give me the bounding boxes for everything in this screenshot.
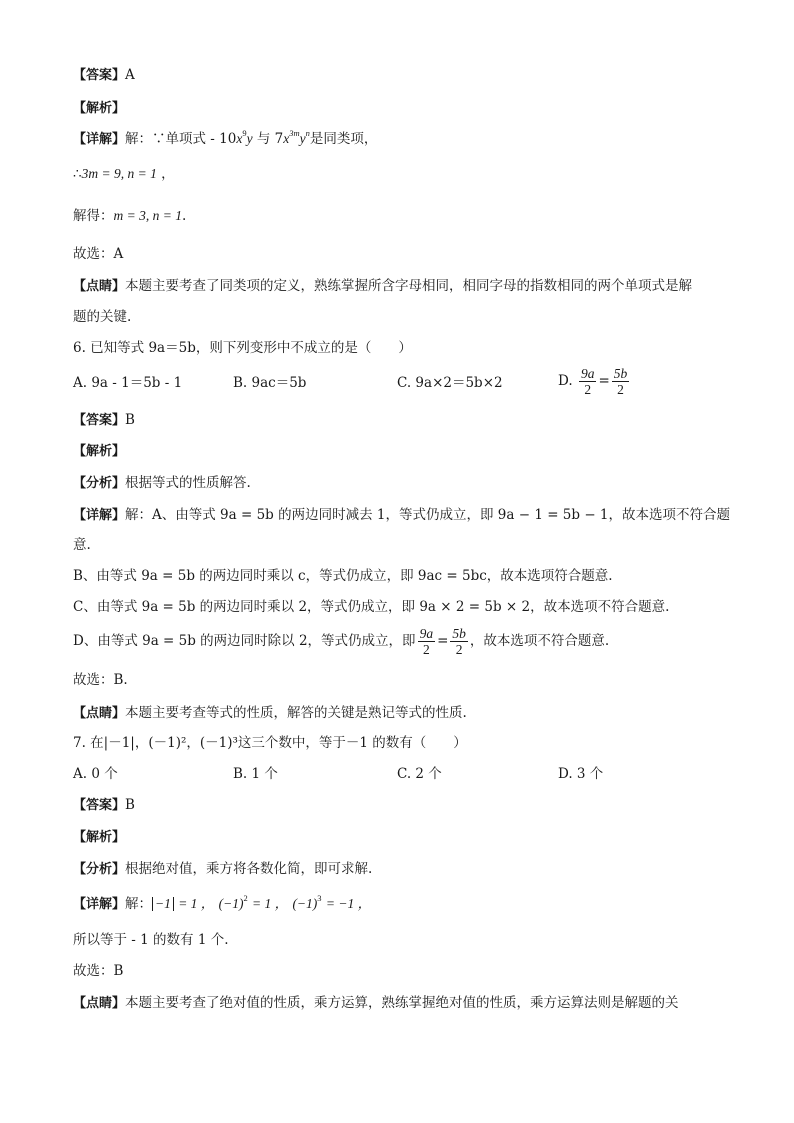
answer-tag: 【答案】: [73, 413, 126, 428]
q6-analyze: [73, 474, 251, 493]
q6-option-d: D. $\frac{9a}{2}$ = $\frac{5b}{2}$: [558, 366, 628, 397]
expr-3-result: = −1 ，: [325, 896, 372, 911]
q5-comment-2: 题的关键.: [73, 309, 132, 325]
q7-analysis-tag: [73, 828, 125, 847]
q5-analysis-tag: [73, 99, 125, 118]
analyze-text: 根据等式的性质解答.: [125, 475, 251, 491]
q6-comment: [73, 704, 467, 723]
answer-tag: 【答案】: [73, 68, 126, 83]
q5-choose: 故选：A: [73, 246, 124, 262]
option-d-label: D.: [558, 373, 573, 389]
expr-2: (−1): [218, 896, 244, 911]
monomial-2: $x^{3m}y^n$: [283, 127, 310, 146]
answer-value: B: [125, 412, 135, 428]
absolute-value-expr: −1: [152, 897, 174, 911]
q6-analysis-tag: [73, 442, 125, 461]
detail-text-1b: 与 7: [256, 131, 284, 147]
solve-label: 解得：: [73, 208, 114, 224]
comment-text: 本题主要考查等式的性质，解答的关键是熟记等式的性质.: [125, 705, 467, 721]
q5-solve: 解得：m = 3, n = 1.: [73, 208, 187, 224]
q6-stem: 6. 已知等式 9a＝5b，则下列变形中不成立的是（ ）: [73, 340, 412, 356]
fraction-9a-over-2: $\frac{9a}{2}$: [580, 366, 595, 397]
comment-tag: 【点睛】: [73, 996, 126, 1011]
fraction-9a-over-2-inline: $\frac{9a}{2}$: [419, 626, 434, 657]
q6-detail-a-1: [73, 506, 730, 525]
q7-analyze: [73, 860, 372, 879]
conditions-formula: 3m = 9, n = 1: [81, 166, 157, 181]
q7-stem: 7. 在|－1|，(－1)²，(－1)³这三个数中，等于－1 的数有（ ）: [73, 735, 467, 751]
q6-option-b: B. 9ac＝5b: [233, 375, 307, 391]
fraction-5b-over-2-inline: $\frac{5b}{2}$: [452, 626, 466, 657]
fraction-5b-over-2: $\frac{5b}{2}$: [613, 366, 628, 397]
q6-detail-a-2: 意.: [73, 537, 91, 553]
detail-d-post: ，故本选项不符合题意.: [469, 633, 610, 649]
detail-tag: 【详解】: [73, 508, 126, 523]
therefore-sign: ∴: [73, 166, 82, 182]
detail-tag: 【详解】: [73, 132, 126, 147]
comment-text: 本题主要考查了同类项的定义，熟练掌握所含字母相同，相同字母的指数相同的两个单项式是解: [125, 278, 693, 294]
detail-a-text: 解：A、由等式 9a = 5b 的两边同时减去 1，等式仍成立，即 9a − 1 = 5b − 1，故本选项不符合题: [125, 507, 731, 523]
q6-option-c: C. 9a×2＝5b×2: [397, 375, 503, 391]
q7-detail: 【详解】解： −1 = 1 ， $(-1)^2 = 1$ ， $(-1)^3 = -1$ ，: [73, 892, 372, 912]
expr-1-result: = 1 ，: [178, 896, 215, 911]
comment-text: 本题主要考查了绝对值的性质，乘方运算，熟练掌握绝对值的性质，乘方运算法则是解题的关: [125, 995, 679, 1011]
analysis-tag: 【解析】: [73, 444, 126, 459]
answer-value: A: [125, 67, 135, 83]
analyze-text: 根据绝对值，乘方将各数化简，即可求解.: [125, 861, 373, 877]
expr-3: (−1): [292, 896, 318, 911]
detail-pre: 解：: [125, 896, 153, 912]
q7-comment: [73, 994, 679, 1013]
expr-2-result: = 1 ，: [252, 896, 289, 911]
q5-comment-1: [73, 277, 692, 296]
q7-option-c: C. 2 个: [397, 766, 442, 782]
q6-answer: [73, 411, 135, 430]
monomial-1: $x^9y$: [236, 127, 253, 146]
q7-answer: [73, 796, 135, 815]
detail-text-1a: 解：∵单项式 - 10: [125, 131, 237, 147]
q5-detail: [73, 127, 378, 149]
comment-tag: 【点睛】: [73, 279, 126, 294]
q5-conditions: ∴3m = 9, n = 1 ，: [73, 166, 175, 182]
q6-choose: 故选：B.: [73, 672, 128, 688]
analysis-tag: 【解析】: [73, 101, 126, 116]
q6-detail-c: C、由等式 9a = 5b 的两边同时乘以 2，等式仍成立，即 9a × 2 = 5b × 2，故本选项不符合题意.: [73, 599, 670, 615]
q7-option-a: A. 0 个: [73, 766, 118, 782]
solve-formula: m = 3, n = 1: [113, 208, 182, 223]
analyze-tag: 【分析】: [73, 862, 126, 877]
q7-summary: 所以等于 - 1 的数有 1 个.: [73, 932, 229, 948]
q6-option-a: A. 9a - 1＝5b - 1: [73, 375, 183, 391]
answer-tag: 【答案】: [73, 798, 126, 813]
detail-tag: 【详解】: [73, 897, 126, 912]
detail-d-pre: D、由等式 9a = 5b 的两边同时除以 2，等式仍成立，即: [73, 633, 416, 649]
q7-choose: 故选：B: [73, 963, 124, 979]
detail-text-1c: 是同类项，: [309, 131, 378, 147]
answer-value: B: [125, 797, 135, 813]
q7-option-b: B. 1 个: [233, 766, 278, 782]
q6-detail-d: D、由等式 9a = 5b 的两边同时除以 2，等式仍成立，即 $\frac{9a}{2}$ = $\frac{5b}{2}$ ，故本选项不符合题意.: [73, 626, 610, 657]
analysis-tag: 【解析】: [73, 830, 126, 845]
q7-option-d: D. 3 个: [558, 766, 604, 782]
analyze-tag: 【分析】: [73, 476, 126, 491]
comment-tag: 【点睛】: [73, 706, 126, 721]
q6-detail-b: B、由等式 9a = 5b 的两边同时乘以 c，等式仍成立，即 9ac = 5bc，故本选项符合题意.: [73, 568, 613, 584]
q5-answer: [73, 66, 135, 85]
